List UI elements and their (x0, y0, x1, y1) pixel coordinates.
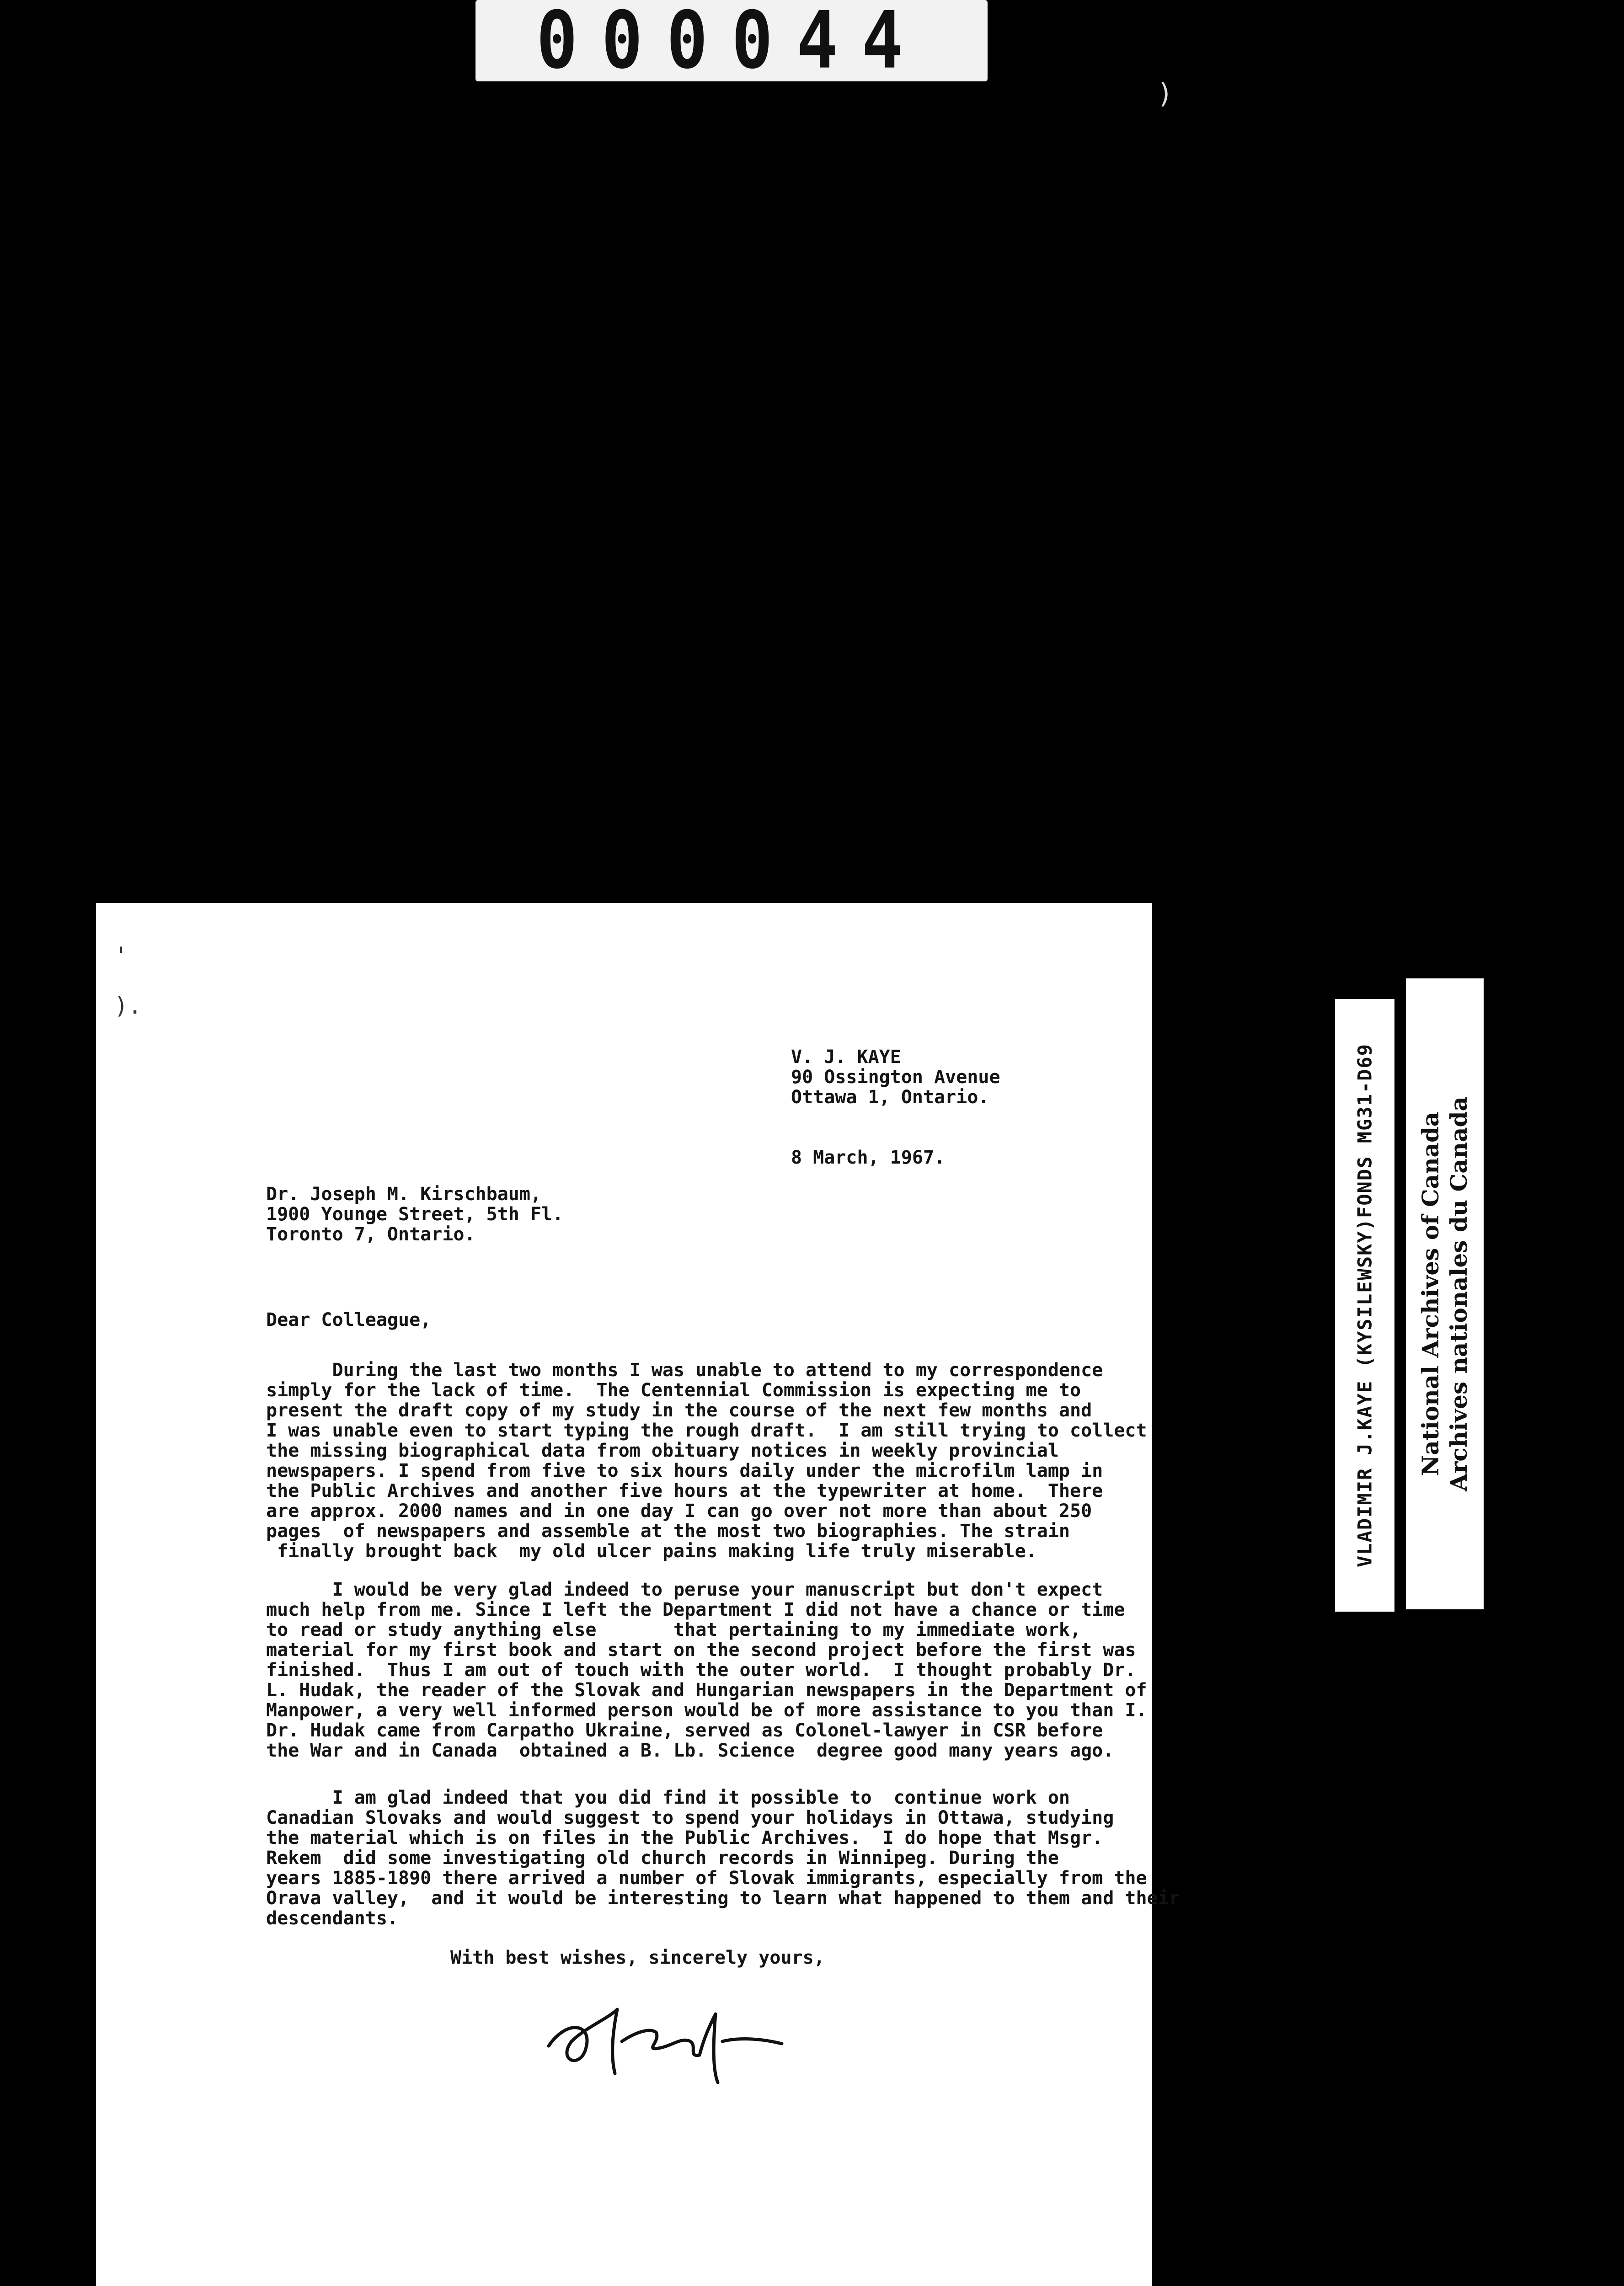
body-line: finally brought back my old ulcer pains making life truly miserable. (266, 1541, 1037, 1562)
body-line: to read or study anything else that pertaining to my immediate work, (266, 1619, 1081, 1640)
archives-label (1406, 978, 1484, 1609)
film-mark: ) (1157, 78, 1174, 110)
body-line: L. Hudak, the reader of the Slovak and Hungarian newspapers in the Department of (266, 1680, 1147, 1701)
body-line: Rekem did some investigating old church records in Winnipeg. During the (266, 1848, 1059, 1869)
body-line: descendants. (266, 1908, 398, 1929)
frame-number-plate (475, 0, 988, 87)
body-line: material for my first book and start on the second project before the first was (266, 1640, 1136, 1661)
sender-street: 90 Ossington Avenue (791, 1067, 1000, 1088)
margin-mark: ' (114, 942, 128, 969)
recipient-name: Dr. Joseph M. Kirschbaum, (266, 1184, 542, 1205)
archives-label-text (1416, 1096, 1473, 1491)
sender-city: Ottawa 1, Ontario. (791, 1087, 989, 1108)
archives-name-fr: Archives nationales du Canada (1445, 1096, 1472, 1491)
body-line: I was unable even to start typing the rough draft. I am still trying to collect (266, 1420, 1147, 1441)
body-line: During the last two months I was unable to attend to my correspondence (266, 1360, 1103, 1381)
body-line: Dr. Hudak came from Carpatho Ukraine, served as Colonel-lawyer in CSR before (266, 1720, 1103, 1741)
archives-name-en: National Archives of Canada (1417, 1111, 1444, 1476)
paragraph-3 (266, 1788, 1181, 1928)
sender-name: V. J. KAYE (791, 1047, 901, 1068)
closing: With best wishes, sincerely yours, (450, 1947, 825, 1968)
body-line: finished. Thus I am out of touch with the outer world. I thought probably Dr. (266, 1660, 1136, 1681)
salutation: Dear Colleague, (266, 1309, 432, 1330)
body-line: much help from me. Since I left the Department I did not have a chance or time (266, 1599, 1125, 1620)
sender-address (791, 1047, 1000, 1107)
paragraph-1 (266, 1360, 1181, 1561)
recipient-street: 1900 Younge Street, 5th Fl. (266, 1204, 564, 1225)
body-line: the War and in Canada obtained a B. Lb. Science degree good many years ago. (266, 1740, 1114, 1761)
body-line: are approx. 2000 names and in one day I can go over not more than about 250 (266, 1501, 1092, 1522)
body-line: I am glad indeed that you did find it possible to continue work on (266, 1787, 1070, 1808)
frame-number: 000044 (536, 0, 927, 87)
letter-date: 8 March, 1967. (791, 1147, 946, 1168)
body-line: years 1885-1890 there arrived a number of Slovak immigrants, especially from the (266, 1868, 1147, 1889)
margin-marks (114, 930, 142, 1031)
fonds-label-text: VLADIMIR J.KAYE (KYSILEWSKY)FONDS MG31-D69 (1353, 1043, 1376, 1568)
letter-page (96, 903, 1180, 2286)
handwritten-signature (530, 1991, 786, 2092)
body-line: pages of newspapers and assemble at the most two biographies. The strain (266, 1521, 1070, 1542)
body-line: Canadian Slovaks and would suggest to spend your holidays in Ottawa, studying (266, 1807, 1114, 1828)
fonds-label (1335, 999, 1394, 1612)
body-line: simply for the lack of time. The Centennial Commission is expecting me to (266, 1380, 1081, 1401)
body-line: Manpower, a very well informed person would be of more assistance to you than I. (266, 1700, 1147, 1721)
body-line: Orava valley, and it would be interesting to learn what happened to them and their (266, 1888, 1180, 1909)
body-line: the material which is on files in the Public Archives. I do hope that Msgr. (266, 1827, 1103, 1848)
body-line: I would be very glad indeed to peruse your manuscript but don't expect (266, 1579, 1103, 1600)
body-line: newspapers. I spend from five to six hours daily under the microfilm lamp in (266, 1460, 1103, 1481)
body-line: the Public Archives and another five hours at the typewriter at home. There (266, 1480, 1103, 1501)
margin-mark: ). (114, 993, 142, 1019)
body-line: the missing biographical data from obituary notices in weekly provincial (266, 1440, 1059, 1461)
recipient-address (266, 1184, 563, 1244)
paragraph-2 (266, 1580, 1181, 1761)
body-line: present the draft copy of my study in the course of the next few months and (266, 1400, 1092, 1421)
recipient-city: Toronto 7, Ontario. (266, 1224, 475, 1245)
